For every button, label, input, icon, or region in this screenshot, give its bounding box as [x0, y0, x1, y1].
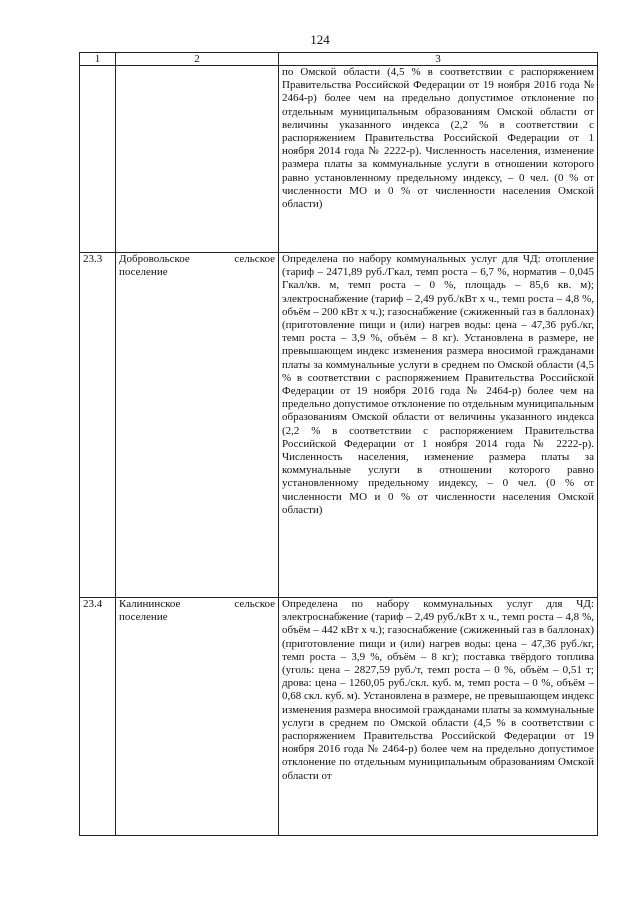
- continuation-num-cell: [80, 66, 116, 253]
- row-number: 23.4: [80, 598, 116, 836]
- continuation-name-cell: [116, 66, 279, 253]
- table-row: [80, 253, 598, 598]
- continuation-text-cell: [279, 66, 598, 253]
- row-description-cell: [279, 598, 598, 836]
- page-number: 124: [310, 32, 330, 47]
- table-header-row: [80, 53, 598, 66]
- table-row: [80, 598, 598, 836]
- header-col-2: 2: [116, 53, 279, 66]
- header-col-3: 3: [279, 53, 598, 66]
- header-col-1: 1: [80, 53, 116, 66]
- tariff-table: [79, 52, 598, 836]
- row-number: 23.3: [80, 253, 116, 598]
- table-row-continuation: [80, 66, 598, 253]
- row-description: Определена по набору коммунальных услуг для ЧД: электроснабжение (тариф – 2,49 руб./кВт х ч., темп роста – 4,8 %, объём – 442 кВт х ч.); газоснабжение (сжиженный газ в баллонах) (приготовление пищи и (или) нагрев воды: цена – 47,36 руб./кг, темп роста – 3,9 %, объём – 8 кг); поставка твёрдого топлива (уголь: цена – 2827,59 руб./т, темп роста – 0 %, объём – 0,51 т; дрова: цена – 1260,05 руб./скл. куб. м, темп роста – 0 %, объём – 0,68 скл. куб. м). Установлена в размере, не превышающем индекс изменения размера вносимой гражданами платы за коммунальные услуги в среднем по Омской области (4,5 % в соответствии с распоряжением Правительства Российской Федерации от 19 ноября 2016 года № 2464-р) более чем на предельно допустимое отклонение по отдельным муниципальным образованиям Омской области от: [282, 598, 594, 782]
- row-description: Определена по набору коммунальных услуг для ЧД: отопление (тариф – 2471,89 руб./Гкал, темп роста – 6,7 %, норматив – 0,045 Гкал/кв. м, темп роста – 0 %, площадь – 85,6 кв. м); электроснабжение (тариф – 2,49 руб./кВт х ч., темп роста – 4,8 %, объём – 200 кВт х ч.); газоснабжение (сжиженный газ в баллонах) (приготовление пищи и (или) нагрев воды: цена – 47,36 руб./кг, темп роста – 3,9 %, объём – 8 кг). Установлена в размере, не превышающем индекс изменения размера вносимой гражданами платы за коммунальные услуги в среднем по Омской области (4,5 % в соответствии с распоряжением Правительства Российской Федерации от 19 ноября 2016 года № 2464-р) более чем на предельно допустимое отклонение по отдельным муниципальным образованиям Омской области от величины указанного индекса (2,2 % в соответствии с распоряжением Правительства Российской Федерации от 1 ноября 2014 года № 2222-р). Численность населения, изменение размера платы за коммунальные услуги в отношении которого равно установленному предельному индексу, – 0 чел. (0 % от численности МО и 0 % от численности населения Омской области): [282, 253, 594, 516]
- municipality-name: Калининское сельское поселение: [116, 598, 279, 836]
- row-description-cell: [279, 253, 598, 598]
- continuation-text: по Омской области (4,5 % в соответствии с распоряжением Правительства Российской Федерации от 19 ноября 2016 года № 2464-р) более чем на предельно допустимое отклонение по отдельным муниципальным образованиям Омской области от величины указанного индекса (2,2 % в соответствии с распоряжением Правительства Российской Федерации от 1 ноября 2014 года № 2222-р). Численность населения, изменение размера платы за коммунальные услуги в отношении которого равно установленному предельному индексу, – 0 чел. (0 % от численности МО и 0 % от численности населения Омской области): [282, 66, 594, 211]
- municipality-name: Добровольское сельское поселение: [116, 253, 279, 598]
